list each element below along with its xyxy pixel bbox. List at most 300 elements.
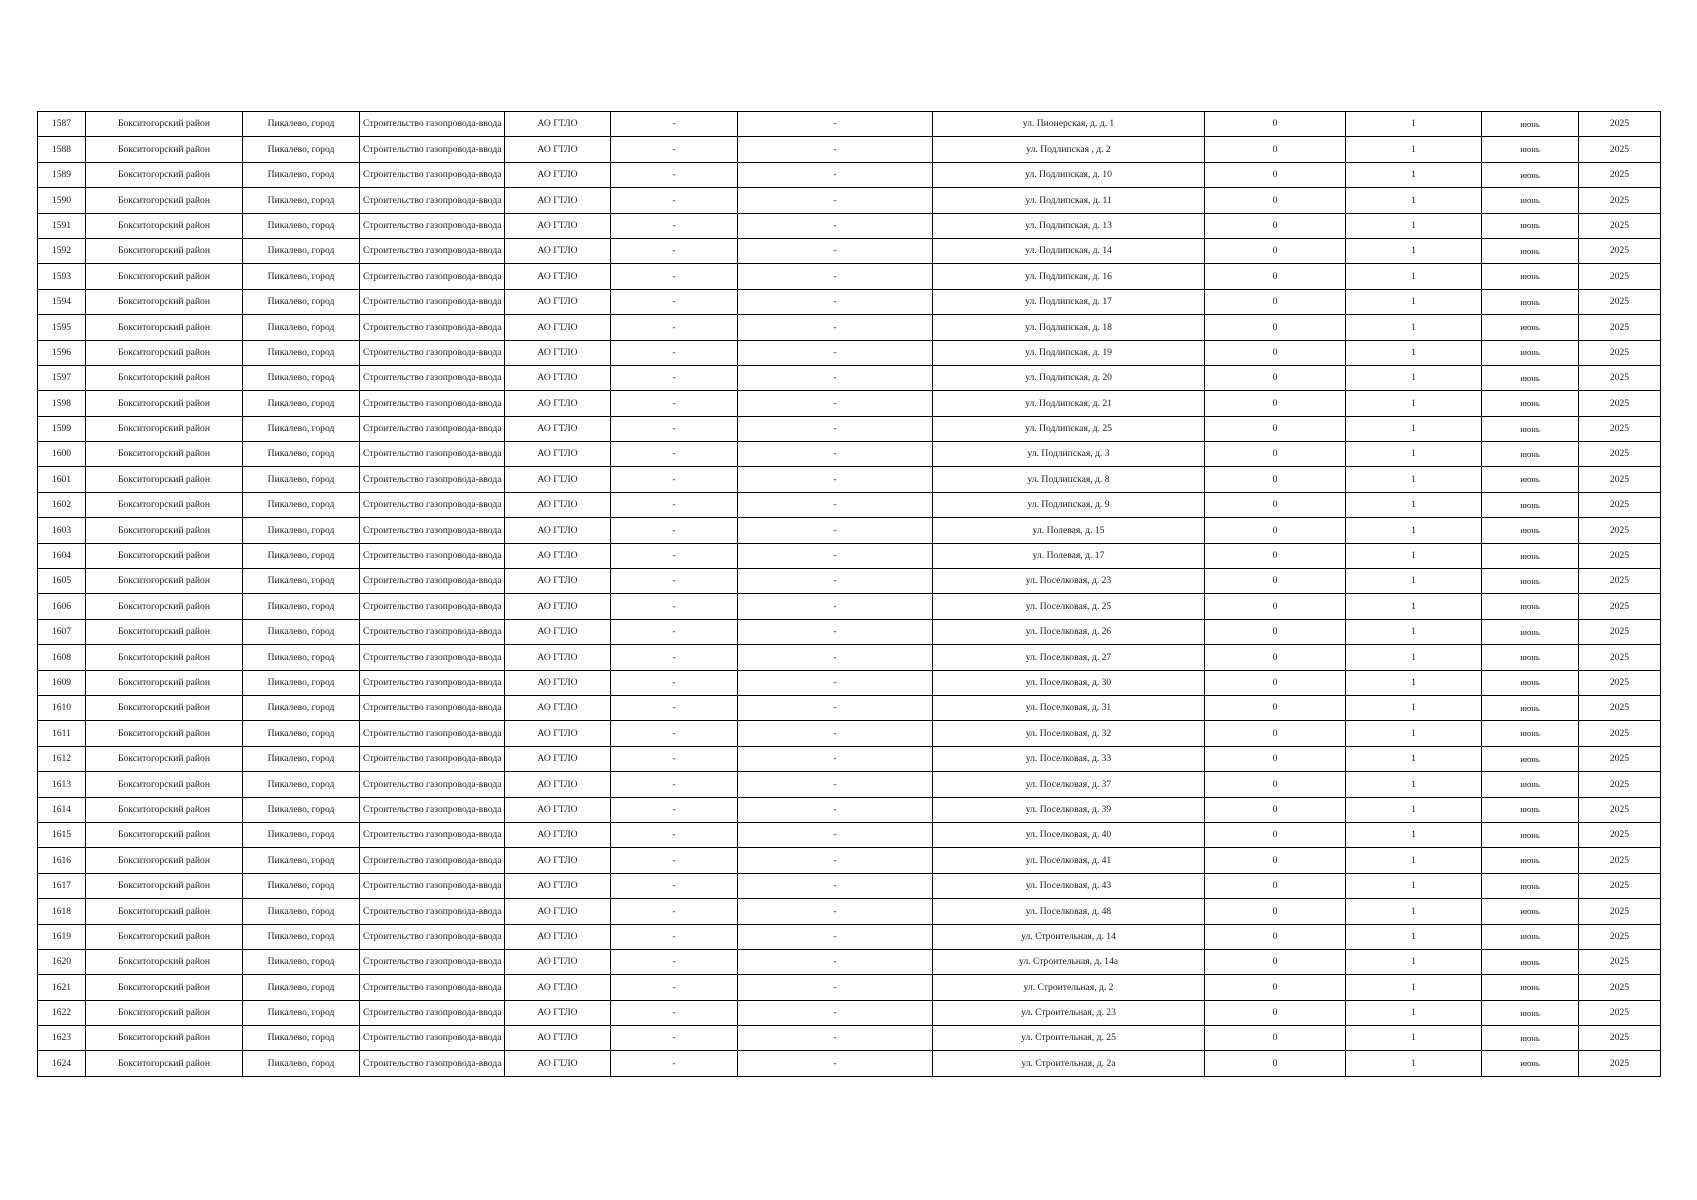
cell-col-6: - <box>611 518 738 543</box>
cell-district: Бокситогорский район <box>86 619 243 644</box>
cell-work-type: Строительство газопровода-ввода <box>360 569 505 594</box>
cell-value-b: 1 <box>1346 772 1482 797</box>
cell-address: ул. Поселковая, д. 31 <box>933 695 1205 720</box>
cell-work-type: Строительство газопровода-ввода <box>360 442 505 467</box>
cell-year: 2025 <box>1579 416 1661 441</box>
cell-organization: АО ГТЛО <box>505 1026 611 1051</box>
cell-col-6: - <box>611 975 738 1000</box>
cell-col-7: - <box>738 365 933 390</box>
cell-district: Бокситогорский район <box>86 137 243 162</box>
cell-address: ул. Подлипская, д. 18 <box>933 315 1205 340</box>
cell-col-7: - <box>738 492 933 517</box>
cell-address: ул. Поселковая, д. 30 <box>933 670 1205 695</box>
cell-work-type: Строительство газопровода-ввода <box>360 365 505 390</box>
cell-row-number: 1613 <box>38 772 86 797</box>
cell-work-type: Строительство газопровода-ввода <box>360 238 505 263</box>
cell-value-b: 1 <box>1346 442 1482 467</box>
cell-locality: Пикалево, город <box>243 949 360 974</box>
cell-value-b: 1 <box>1346 619 1482 644</box>
cell-address: ул. Подлипская, д. 3 <box>933 442 1205 467</box>
cell-locality: Пикалево, город <box>243 822 360 847</box>
cell-organization: АО ГТЛО <box>505 619 611 644</box>
table-row <box>38 213 1661 238</box>
cell-address: ул. Подлипская, д. 19 <box>933 340 1205 365</box>
cell-work-type: Строительство газопровода-ввода <box>360 822 505 847</box>
cell-month: июнь <box>1482 848 1579 873</box>
cell-month: июнь <box>1482 543 1579 568</box>
cell-value-b: 1 <box>1346 873 1482 898</box>
cell-col-7: - <box>738 213 933 238</box>
cell-value-a: 0 <box>1205 213 1346 238</box>
cell-value-a: 0 <box>1205 340 1346 365</box>
cell-month: июнь <box>1482 188 1579 213</box>
table-row <box>38 619 1661 644</box>
cell-work-type: Строительство газопровода-ввода <box>360 391 505 416</box>
cell-col-6: - <box>611 797 738 822</box>
cell-address: ул. Поселковая, д. 41 <box>933 848 1205 873</box>
cell-year: 2025 <box>1579 188 1661 213</box>
cell-work-type: Строительство газопровода-ввода <box>360 315 505 340</box>
cell-district: Бокситогорский район <box>86 467 243 492</box>
cell-work-type: Строительство газопровода-ввода <box>360 518 505 543</box>
cell-value-a: 0 <box>1205 670 1346 695</box>
table-row <box>38 492 1661 517</box>
table-row <box>38 315 1661 340</box>
cell-col-6: - <box>611 1051 738 1076</box>
cell-organization: АО ГТЛО <box>505 238 611 263</box>
cell-month: июнь <box>1482 1026 1579 1051</box>
cell-value-a: 0 <box>1205 772 1346 797</box>
cell-value-b: 1 <box>1346 695 1482 720</box>
cell-value-b: 1 <box>1346 822 1482 847</box>
cell-organization: АО ГТЛО <box>505 695 611 720</box>
cell-row-number: 1597 <box>38 365 86 390</box>
cell-value-b: 1 <box>1346 899 1482 924</box>
cell-col-6: - <box>611 289 738 314</box>
cell-work-type: Строительство газопровода-ввода <box>360 340 505 365</box>
cell-row-number: 1590 <box>38 188 86 213</box>
cell-value-a: 0 <box>1205 721 1346 746</box>
cell-year: 2025 <box>1579 442 1661 467</box>
cell-month: июнь <box>1482 949 1579 974</box>
cell-locality: Пикалево, город <box>243 162 360 187</box>
cell-value-a: 0 <box>1205 1000 1346 1025</box>
cell-col-6: - <box>611 543 738 568</box>
cell-row-number: 1603 <box>38 518 86 543</box>
cell-value-a: 0 <box>1205 162 1346 187</box>
cell-col-7: - <box>738 112 933 137</box>
cell-district: Бокситогорский район <box>86 1026 243 1051</box>
cell-address: ул. Полевая, д. 15 <box>933 518 1205 543</box>
cell-address: ул. Строительная, д. 25 <box>933 1026 1205 1051</box>
cell-year: 2025 <box>1579 899 1661 924</box>
cell-col-6: - <box>611 899 738 924</box>
cell-value-b: 1 <box>1346 543 1482 568</box>
cell-value-a: 0 <box>1205 899 1346 924</box>
cell-value-b: 1 <box>1346 315 1482 340</box>
cell-row-number: 1593 <box>38 264 86 289</box>
cell-value-b: 1 <box>1346 594 1482 619</box>
cell-col-6: - <box>611 416 738 441</box>
cell-value-a: 0 <box>1205 822 1346 847</box>
cell-value-b: 1 <box>1346 721 1482 746</box>
cell-work-type: Строительство газопровода-ввода <box>360 467 505 492</box>
table-row <box>38 137 1661 162</box>
cell-month: июнь <box>1482 975 1579 1000</box>
cell-value-b: 1 <box>1346 746 1482 771</box>
cell-work-type: Строительство газопровода-ввода <box>360 416 505 441</box>
table-row <box>38 848 1661 873</box>
cell-year: 2025 <box>1579 264 1661 289</box>
cell-work-type: Строительство газопровода-ввода <box>360 797 505 822</box>
cell-month: июнь <box>1482 594 1579 619</box>
cell-work-type: Строительство газопровода-ввода <box>360 289 505 314</box>
cell-district: Бокситогорский район <box>86 949 243 974</box>
cell-row-number: 1601 <box>38 467 86 492</box>
cell-value-a: 0 <box>1205 543 1346 568</box>
cell-locality: Пикалево, город <box>243 619 360 644</box>
cell-organization: АО ГТЛО <box>505 188 611 213</box>
table-row <box>38 340 1661 365</box>
table-row <box>38 797 1661 822</box>
cell-organization: АО ГТЛО <box>505 873 611 898</box>
cell-row-number: 1621 <box>38 975 86 1000</box>
cell-work-type: Строительство газопровода-ввода <box>360 848 505 873</box>
cell-col-7: - <box>738 340 933 365</box>
table-row <box>38 188 1661 213</box>
cell-month: июнь <box>1482 492 1579 517</box>
cell-col-7: - <box>738 797 933 822</box>
cell-col-7: - <box>738 848 933 873</box>
cell-month: июнь <box>1482 416 1579 441</box>
cell-address: ул. Подлипская, д. 13 <box>933 213 1205 238</box>
cell-locality: Пикалево, город <box>243 543 360 568</box>
cell-organization: АО ГТЛО <box>505 213 611 238</box>
cell-value-b: 1 <box>1346 340 1482 365</box>
cell-address: ул. Пионерская, д. д. 1 <box>933 112 1205 137</box>
cell-address: ул. Подлипская, д. 16 <box>933 264 1205 289</box>
cell-district: Бокситогорский район <box>86 797 243 822</box>
cell-work-type: Строительство газопровода-ввода <box>360 645 505 670</box>
cell-district: Бокситогорский район <box>86 442 243 467</box>
cell-month: июнь <box>1482 365 1579 390</box>
cell-district: Бокситогорский район <box>86 518 243 543</box>
cell-locality: Пикалево, город <box>243 416 360 441</box>
cell-district: Бокситогорский район <box>86 924 243 949</box>
cell-col-6: - <box>611 873 738 898</box>
cell-locality: Пикалево, город <box>243 264 360 289</box>
cell-address: ул. Строительная, д. 2а <box>933 1051 1205 1076</box>
cell-organization: АО ГТЛО <box>505 924 611 949</box>
cell-value-b: 1 <box>1346 1000 1482 1025</box>
cell-value-a: 0 <box>1205 645 1346 670</box>
cell-year: 2025 <box>1579 162 1661 187</box>
cell-organization: АО ГТЛО <box>505 391 611 416</box>
cell-col-7: - <box>738 746 933 771</box>
cell-organization: АО ГТЛО <box>505 746 611 771</box>
cell-value-a: 0 <box>1205 949 1346 974</box>
cell-col-6: - <box>611 695 738 720</box>
cell-col-6: - <box>611 670 738 695</box>
cell-month: июнь <box>1482 238 1579 263</box>
cell-work-type: Строительство газопровода-ввода <box>360 188 505 213</box>
table-row <box>38 112 1661 137</box>
table-row <box>38 645 1661 670</box>
cell-address: ул. Подлипская, д. 17 <box>933 289 1205 314</box>
cell-work-type: Строительство газопровода-ввода <box>360 543 505 568</box>
cell-row-number: 1619 <box>38 924 86 949</box>
table-row <box>38 1026 1661 1051</box>
cell-locality: Пикалево, город <box>243 975 360 1000</box>
cell-organization: АО ГТЛО <box>505 899 611 924</box>
table-row <box>38 772 1661 797</box>
cell-row-number: 1609 <box>38 670 86 695</box>
cell-value-b: 1 <box>1346 213 1482 238</box>
cell-col-6: - <box>611 569 738 594</box>
cell-value-b: 1 <box>1346 238 1482 263</box>
cell-month: июнь <box>1482 899 1579 924</box>
cell-row-number: 1605 <box>38 569 86 594</box>
cell-locality: Пикалево, город <box>243 391 360 416</box>
cell-organization: АО ГТЛО <box>505 569 611 594</box>
cell-address: ул. Поселковая, д. 27 <box>933 645 1205 670</box>
cell-value-b: 1 <box>1346 848 1482 873</box>
cell-value-b: 1 <box>1346 365 1482 390</box>
cell-value-a: 0 <box>1205 594 1346 619</box>
cell-value-a: 0 <box>1205 695 1346 720</box>
table-row <box>38 746 1661 771</box>
cell-row-number: 1620 <box>38 949 86 974</box>
cell-district: Бокситогорский район <box>86 492 243 517</box>
cell-value-a: 0 <box>1205 112 1346 137</box>
cell-col-6: - <box>611 645 738 670</box>
cell-row-number: 1604 <box>38 543 86 568</box>
cell-value-a: 0 <box>1205 238 1346 263</box>
cell-month: июнь <box>1482 467 1579 492</box>
cell-col-6: - <box>611 264 738 289</box>
cell-value-b: 1 <box>1346 670 1482 695</box>
cell-value-a: 0 <box>1205 289 1346 314</box>
cell-year: 2025 <box>1579 112 1661 137</box>
cell-address: ул. Поселковая, д. 40 <box>933 822 1205 847</box>
cell-address: ул. Поселковая, д. 43 <box>933 873 1205 898</box>
cell-district: Бокситогорский район <box>86 315 243 340</box>
cell-locality: Пикалево, город <box>243 1051 360 1076</box>
cell-col-6: - <box>611 1026 738 1051</box>
cell-col-7: - <box>738 899 933 924</box>
cell-locality: Пикалево, город <box>243 1000 360 1025</box>
cell-value-a: 0 <box>1205 137 1346 162</box>
cell-address: ул. Поселковая, д. 32 <box>933 721 1205 746</box>
cell-year: 2025 <box>1579 924 1661 949</box>
cell-value-a: 0 <box>1205 746 1346 771</box>
cell-row-number: 1589 <box>38 162 86 187</box>
cell-year: 2025 <box>1579 873 1661 898</box>
cell-row-number: 1622 <box>38 1000 86 1025</box>
cell-district: Бокситогорский район <box>86 112 243 137</box>
cell-value-a: 0 <box>1205 924 1346 949</box>
cell-work-type: Строительство газопровода-ввода <box>360 1026 505 1051</box>
cell-organization: АО ГТЛО <box>505 442 611 467</box>
cell-district: Бокситогорский район <box>86 416 243 441</box>
cell-locality: Пикалево, город <box>243 899 360 924</box>
cell-value-b: 1 <box>1346 416 1482 441</box>
cell-locality: Пикалево, город <box>243 873 360 898</box>
cell-work-type: Строительство газопровода-ввода <box>360 112 505 137</box>
cell-work-type: Строительство газопровода-ввода <box>360 619 505 644</box>
cell-work-type: Строительство газопровода-ввода <box>360 949 505 974</box>
table-row <box>38 518 1661 543</box>
cell-col-6: - <box>611 949 738 974</box>
cell-locality: Пикалево, город <box>243 137 360 162</box>
cell-col-7: - <box>738 619 933 644</box>
cell-year: 2025 <box>1579 594 1661 619</box>
cell-district: Бокситогорский район <box>86 695 243 720</box>
cell-col-6: - <box>611 772 738 797</box>
cell-organization: АО ГТЛО <box>505 1000 611 1025</box>
table-body <box>38 112 1661 1077</box>
cell-month: июнь <box>1482 137 1579 162</box>
cell-work-type: Строительство газопровода-ввода <box>360 1051 505 1076</box>
cell-year: 2025 <box>1579 848 1661 873</box>
cell-month: июнь <box>1482 873 1579 898</box>
cell-address: ул. Строительная, д. 14 <box>933 924 1205 949</box>
cell-col-6: - <box>611 1000 738 1025</box>
cell-row-number: 1617 <box>38 873 86 898</box>
cell-year: 2025 <box>1579 213 1661 238</box>
cell-value-a: 0 <box>1205 873 1346 898</box>
cell-row-number: 1587 <box>38 112 86 137</box>
cell-row-number: 1599 <box>38 416 86 441</box>
cell-locality: Пикалево, город <box>243 467 360 492</box>
cell-row-number: 1602 <box>38 492 86 517</box>
cell-organization: АО ГТЛО <box>505 315 611 340</box>
cell-year: 2025 <box>1579 238 1661 263</box>
cell-month: июнь <box>1482 924 1579 949</box>
cell-col-7: - <box>738 670 933 695</box>
cell-month: июнь <box>1482 112 1579 137</box>
cell-row-number: 1618 <box>38 899 86 924</box>
cell-address: ул. Поселковая, д. 23 <box>933 569 1205 594</box>
cell-work-type: Строительство газопровода-ввода <box>360 695 505 720</box>
cell-organization: АО ГТЛО <box>505 340 611 365</box>
cell-work-type: Строительство газопровода-ввода <box>360 772 505 797</box>
cell-col-6: - <box>611 848 738 873</box>
cell-organization: АО ГТЛО <box>505 112 611 137</box>
cell-year: 2025 <box>1579 518 1661 543</box>
cell-col-7: - <box>738 594 933 619</box>
cell-year: 2025 <box>1579 721 1661 746</box>
cell-month: июнь <box>1482 162 1579 187</box>
cell-col-7: - <box>738 264 933 289</box>
cell-value-b: 1 <box>1346 1026 1482 1051</box>
cell-work-type: Строительство газопровода-ввода <box>360 264 505 289</box>
cell-col-6: - <box>611 822 738 847</box>
table-row <box>38 416 1661 441</box>
cell-organization: АО ГТЛО <box>505 289 611 314</box>
cell-locality: Пикалево, город <box>243 848 360 873</box>
cell-month: июнь <box>1482 1051 1579 1076</box>
cell-month: июнь <box>1482 797 1579 822</box>
cell-col-7: - <box>738 1026 933 1051</box>
cell-value-b: 1 <box>1346 492 1482 517</box>
cell-month: июнь <box>1482 213 1579 238</box>
cell-organization: АО ГТЛО <box>505 949 611 974</box>
table-row <box>38 873 1661 898</box>
cell-year: 2025 <box>1579 975 1661 1000</box>
cell-locality: Пикалево, город <box>243 492 360 517</box>
cell-col-6: - <box>611 746 738 771</box>
cell-value-a: 0 <box>1205 848 1346 873</box>
cell-locality: Пикалево, город <box>243 238 360 263</box>
cell-row-number: 1610 <box>38 695 86 720</box>
table-row <box>38 822 1661 847</box>
cell-col-7: - <box>738 924 933 949</box>
cell-value-b: 1 <box>1346 264 1482 289</box>
table-row <box>38 391 1661 416</box>
cell-work-type: Строительство газопровода-ввода <box>360 670 505 695</box>
cell-address: ул. Поселковая, д. 37 <box>933 772 1205 797</box>
cell-month: июнь <box>1482 289 1579 314</box>
table-row <box>38 594 1661 619</box>
cell-col-6: - <box>611 924 738 949</box>
cell-district: Бокситогорский район <box>86 543 243 568</box>
cell-value-a: 0 <box>1205 1026 1346 1051</box>
cell-district: Бокситогорский район <box>86 238 243 263</box>
cell-row-number: 1588 <box>38 137 86 162</box>
cell-address: ул. Подлипская, д. 20 <box>933 365 1205 390</box>
cell-address: ул. Подлипская, д. 25 <box>933 416 1205 441</box>
cell-col-6: - <box>611 315 738 340</box>
cell-row-number: 1608 <box>38 645 86 670</box>
cell-col-7: - <box>738 518 933 543</box>
cell-organization: АО ГТЛО <box>505 492 611 517</box>
cell-col-7: - <box>738 543 933 568</box>
cell-col-7: - <box>738 1051 933 1076</box>
cell-year: 2025 <box>1579 746 1661 771</box>
cell-district: Бокситогорский район <box>86 264 243 289</box>
cell-col-6: - <box>611 594 738 619</box>
cell-district: Бокситогорский район <box>86 188 243 213</box>
cell-value-a: 0 <box>1205 518 1346 543</box>
cell-month: июнь <box>1482 340 1579 365</box>
cell-district: Бокситогорский район <box>86 822 243 847</box>
cell-month: июнь <box>1482 721 1579 746</box>
cell-address: ул. Подлипская, д. 21 <box>933 391 1205 416</box>
cell-value-a: 0 <box>1205 797 1346 822</box>
cell-col-7: - <box>738 188 933 213</box>
cell-row-number: 1607 <box>38 619 86 644</box>
cell-row-number: 1612 <box>38 746 86 771</box>
cell-work-type: Строительство газопровода-ввода <box>360 162 505 187</box>
cell-locality: Пикалево, город <box>243 518 360 543</box>
cell-district: Бокситогорский район <box>86 1051 243 1076</box>
cell-col-6: - <box>611 467 738 492</box>
cell-year: 2025 <box>1579 365 1661 390</box>
cell-col-7: - <box>738 391 933 416</box>
cell-value-b: 1 <box>1346 1051 1482 1076</box>
cell-value-a: 0 <box>1205 1051 1346 1076</box>
cell-year: 2025 <box>1579 1000 1661 1025</box>
cell-col-7: - <box>738 721 933 746</box>
cell-month: июнь <box>1482 619 1579 644</box>
cell-row-number: 1623 <box>38 1026 86 1051</box>
table-row <box>38 949 1661 974</box>
table-row <box>38 899 1661 924</box>
cell-year: 2025 <box>1579 340 1661 365</box>
cell-year: 2025 <box>1579 137 1661 162</box>
cell-address: ул. Поселковая, д. 26 <box>933 619 1205 644</box>
